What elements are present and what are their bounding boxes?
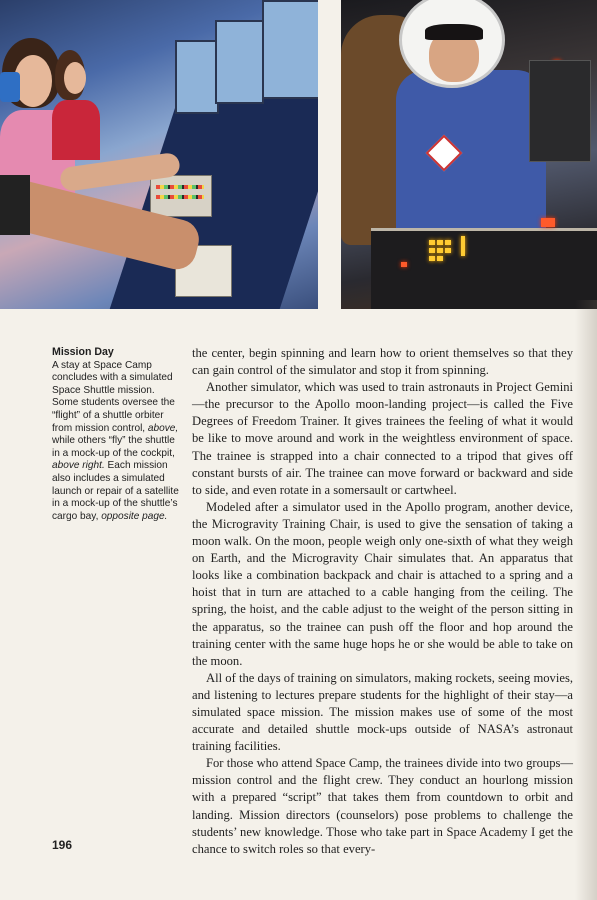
student-sleeve xyxy=(0,175,30,235)
student-hair xyxy=(425,24,483,40)
panel-light xyxy=(429,256,435,261)
flight-suit xyxy=(396,70,546,240)
article-body xyxy=(192,345,573,858)
mission-control-photo xyxy=(0,0,318,309)
panel-light xyxy=(461,236,465,256)
article-paragraph: All of the days of training on simulators, making rockets, seeing movies, and listening to lectures prepare students for the highlight of their stay—a simulated space mission. The mission makes use of some of the most accurate and detailed shuttle mock-ups outside of NASA’s astronaut training facilities. xyxy=(192,670,573,754)
page-number: 196 xyxy=(52,838,73,852)
article-paragraph: Modeled after a simulator used in the Apollo program, another device, the Microgravity Training Chair, is used to give the sensation of taking a moon walk. On the moon, people weigh only one-sixth of what they weigh on Earth, and the Microgravity Chair simulates that. An apparatus that looks like a combination backpack and chair is attached to a spring and a hoist that in turn are attached to a cable hanging from the ceiling. The spring, the hoist, and the cable adjust to the weight of the person sitting in the apparatus, so the trainee can push off the floor and hop around the training center with the same huge hops he or she would be able to take on the moon. xyxy=(192,499,573,668)
button-row xyxy=(156,195,204,199)
button-row xyxy=(156,185,204,189)
cockpit-side-panel xyxy=(529,60,591,162)
panel-light xyxy=(445,248,451,253)
panel-light xyxy=(429,248,435,253)
photo-caption xyxy=(52,346,180,523)
panel-light xyxy=(437,240,443,245)
panel-light xyxy=(437,256,443,261)
article-paragraph: Another simulator, which was used to train astronauts in Project Gemini—the precursor to the Apollo moon-landing project—is called the Five Degrees of Freedom Trainer. It gives trainees the feeling of what it would be like to move around and work in the weightless environment of space. The trainee is strapped into a chair connected to a tripod that gives off constant bursts of air. The trainee can move forward or backward and side to side, and even rotate in a somersault or cartwheel. xyxy=(192,380,573,497)
headset-icon xyxy=(0,72,20,102)
student-face xyxy=(64,62,86,94)
panel-light xyxy=(541,218,555,227)
panel-light xyxy=(429,240,435,245)
page-gutter-shadow xyxy=(575,300,597,900)
panel-light xyxy=(445,240,451,245)
article-paragraph: For those who attend Space Camp, the trainees divide into two groups—mission control and the flight crew. They conduct an hourlong mission with a prepared “script” that takes them from countdown to orbit and landing. Mission directors (counselors) pose problems to challenge the students’ new knowledge. Those who take part in Space Academy I get the chance to switch roles so that every- xyxy=(192,756,573,856)
caption-italic-run: above, xyxy=(147,422,179,434)
student-shirt xyxy=(52,100,100,160)
caption-body xyxy=(52,360,180,524)
panel-light xyxy=(437,248,443,253)
article-paragraph: the center, begin spinning and learn how to orient themselves so that they can gain control of the simulator and stop it from spinning. xyxy=(192,346,573,378)
caption-title: Mission Day xyxy=(52,346,114,358)
monitor xyxy=(262,0,318,99)
caption-text-run: while others “fly” the shuttle in a mock-up of the cockpit, xyxy=(52,435,175,459)
cockpit-photo xyxy=(341,0,597,309)
monitor xyxy=(175,40,219,114)
caption-text-run: Each mission also includes a simulated launch or repair of a satellite in a mock-up of the shuttle’s cargo bay, xyxy=(52,460,179,522)
caption-italic-run: opposite page. xyxy=(101,510,168,522)
cockpit-panel xyxy=(371,228,597,309)
panel-light xyxy=(401,262,407,267)
caption-text-run: A stay at Space Camp concludes with a simulated Space Shuttle mission. Some students oversee the “flight” of a shuttle orbiter from mission control, xyxy=(52,359,175,434)
monitor xyxy=(215,20,264,104)
caption-italic-run: above right. xyxy=(52,460,105,472)
